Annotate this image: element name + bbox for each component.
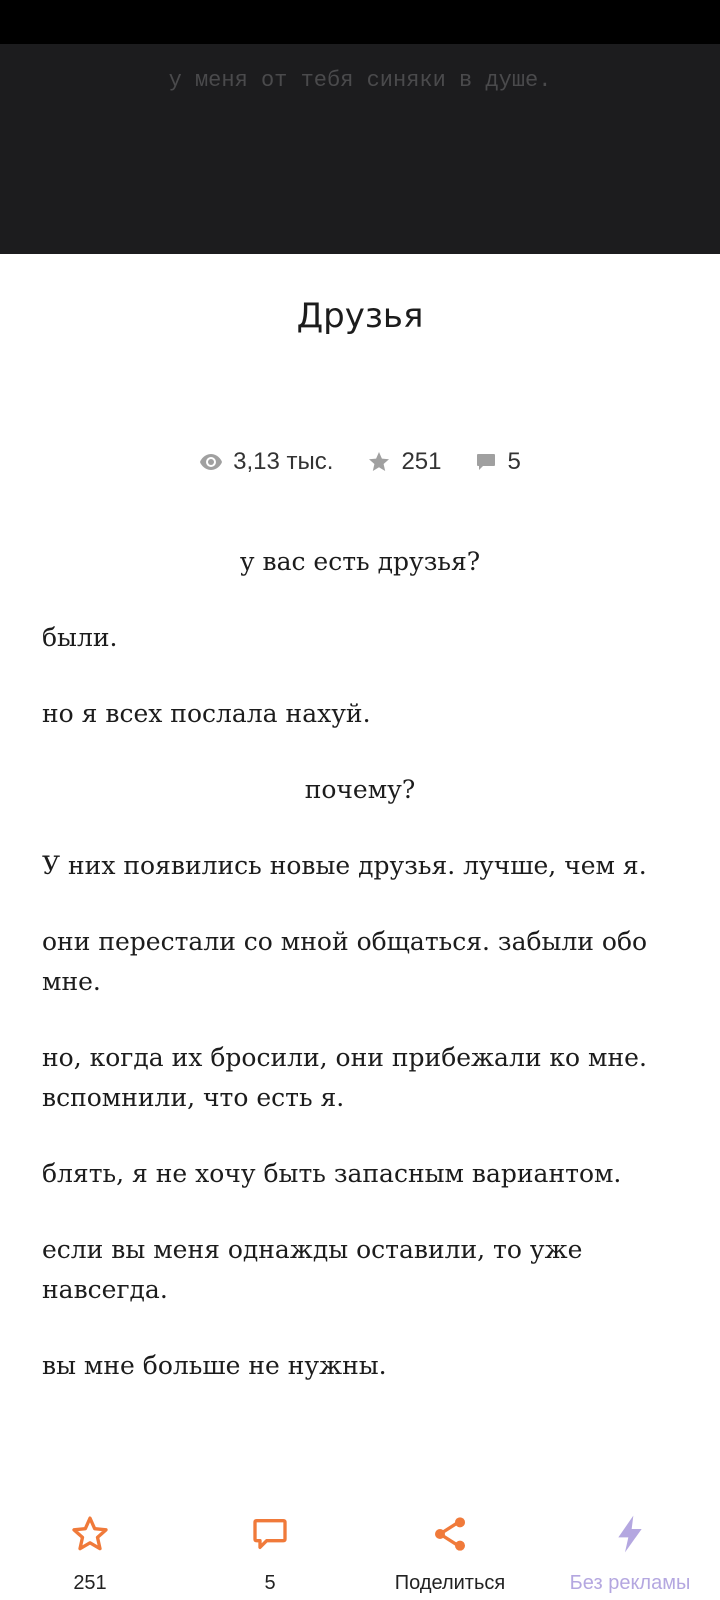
status-bar (0, 0, 720, 44)
paragraph: блять, я не хочу быть запасным вариантом. (42, 1159, 622, 1188)
paragraph: если вы меня однажды оставили, то уже навсегда. (42, 1235, 583, 1304)
chapter-text (42, 542, 678, 1422)
paragraph: но, когда их бросили, они прибежали ко мне. вспомнили, что есть я. (42, 1043, 647, 1112)
stars-stat (367, 448, 441, 476)
stars-count: 251 (401, 448, 442, 475)
no-ads-label: Без рекламы (569, 1572, 691, 1594)
no-ads-button[interactable] (540, 1500, 720, 1600)
cover-text: у меня от тебя синяки в душе. (168, 68, 552, 93)
paragraph: были. (42, 623, 118, 652)
paragraph: они перестали со мной общаться. забыли обо мне. (42, 927, 648, 996)
lightning-icon (610, 1514, 650, 1554)
eye-icon (199, 453, 223, 471)
paragraph: почему? (304, 775, 416, 804)
vote-button[interactable] (0, 1500, 180, 1600)
share-icon (430, 1514, 470, 1554)
paragraph: У них появились новые друзья. лучше, чем я. (42, 851, 647, 880)
bottom-action-bar (0, 1500, 720, 1600)
paragraph: вы мне больше не нужны. (42, 1351, 387, 1380)
paragraph: но я всех послала нахуй. (42, 699, 371, 728)
share-button[interactable] (360, 1500, 540, 1600)
star-icon (367, 450, 391, 474)
vote-count: 251 (73, 1572, 107, 1594)
paragraph: у вас есть друзья? (239, 547, 481, 576)
comment-icon (475, 451, 497, 473)
comments-stat (475, 448, 520, 476)
views-count: 3,13 тыс. (233, 448, 334, 475)
chapter-stats (0, 444, 720, 480)
comments-count: 5 (507, 448, 521, 475)
star-outline-icon (70, 1514, 110, 1554)
comments-button-count: 5 (264, 1572, 276, 1594)
chapter-title: Друзья (296, 296, 424, 336)
views-stat (199, 448, 333, 476)
share-label: Поделиться (394, 1572, 506, 1594)
comment-outline-icon (250, 1514, 290, 1554)
cover-image (0, 44, 720, 254)
comments-button[interactable] (180, 1500, 360, 1600)
